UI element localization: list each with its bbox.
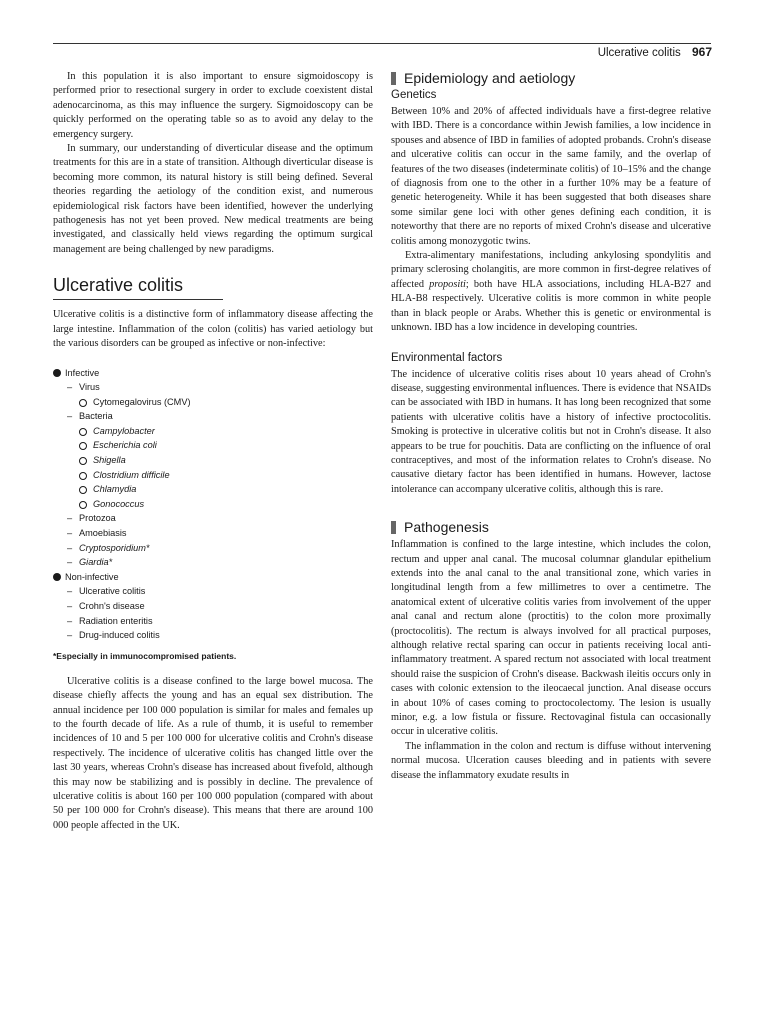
dash-icon: –: [67, 557, 73, 568]
list-item: Cytomegalovirus (CMV): [53, 395, 373, 410]
header-rule: [53, 43, 711, 44]
dash-icon: –: [67, 615, 73, 626]
circle-bullet-icon: [79, 442, 87, 450]
dash-icon: –: [67, 411, 73, 422]
list-item: Gonococcus: [53, 497, 373, 512]
list-item: Clostridium difficile: [53, 468, 373, 483]
list-item: Infective: [53, 366, 373, 381]
dash-icon: –: [67, 382, 73, 393]
spacer: [391, 336, 711, 350]
list-item: – Cryptosporidium*: [53, 541, 373, 556]
heading-bar-icon: [391, 521, 396, 534]
paragraph-pathogenesis-1: Inflammation is confined to the large intestine, which includes the colon, rectum and upper anal canal. The mucosal columnar glandular epithelium extends into the anal canal to the anal transitional zone, which varies in longitudinal length from a few millimetres to over a centimetre. The anatomical extent of ulcerative colitis varies from involvement of the upper anal canal and rectum alone (proctitis) to the colon more proximally (proctocolitis). The rectum is always involved for all practical purposes, although relative rectal sparing can occur in patients receiving local anti-inflammatory treatment. A spared rectum not associated with local treatment should raise the suspicion of Crohn's disease. Backwash ileitis occurs only in cases with colonic extension to the ileocaecal junction. Anal disease occurs in about 10% of cases coming to proctocolectomy. The lesion is usually minor, e.g. a low fistula or fissure. Rectovaginal fistula can occasionally occur in ulcerative colitis.: [391, 539, 711, 738]
section-title-ulcerative-colitis: Ulcerative colitis: [53, 275, 223, 300]
left-column: [53, 70, 373, 833]
heading-pathogenesis: Pathogenesis: [391, 519, 711, 535]
list-item: – Drug-induced colitis: [53, 628, 373, 643]
list-item: Campylobacter: [53, 424, 373, 439]
circle-bullet-icon: [79, 457, 87, 465]
list-item: Escherichia coli: [53, 438, 373, 453]
circle-bullet-icon: [79, 399, 87, 407]
list-item: Chlamydia: [53, 482, 373, 497]
paragraph-incidence: Ulcerative colitis is a disease confined to the large bowel mucosa. The disease chiefly affects the young and has an equal sex distribution. The annual incidence per 100 000 population is similar for males and females up to the fourth decade of life. As a rule of thumb, it is useful to remember incidences of 10 and 5 per 100 000 for ulcerative colitis and Crohn's disease respectively. The incidence of ulcerative colitis has changed little over the last 30 years, whereas Crohn's disease has increased about fivefold, although this may now be stabilizing and is possibly in decline. The prevalence of ulcerative colitis is about 160 per 100 000 population (compared with about 50 per 100 000 for Crohn's disease). This means that there are around 100 000 people affected in the UK.: [53, 675, 373, 831]
bullet-icon: [53, 573, 61, 581]
list-footnote: *Especially in immunocompromised patients.: [53, 650, 237, 661]
paragraph-sigmoidoscopy: In this population it is also important to ensure sigmoidoscopy is performed prior to resectional surgery in order to exclude coexistent distal adenocarcinoma, as this may influence the surgery. Sigmoidoscopy can be quickly performed on the operating table so as to avoid any delay to the emergency surgery.: [53, 71, 373, 140]
list-item: – Protozoa: [53, 511, 373, 526]
dash-icon: –: [67, 586, 73, 597]
dash-icon: –: [67, 542, 73, 553]
list-item: – Virus: [53, 380, 373, 395]
dash-icon: –: [67, 513, 73, 524]
heading-genetics: Genetics: [391, 89, 437, 101]
circle-bullet-icon: [79, 486, 87, 494]
dash-icon: –: [67, 528, 73, 539]
list-item: – Ulcerative colitis: [53, 584, 373, 599]
right-column: [391, 70, 711, 783]
heading-bar-icon: [391, 72, 396, 85]
heading-epidemiology: Epidemiology and aetiology: [391, 70, 711, 86]
running-header: [598, 45, 712, 59]
colitis-classification-list: [53, 366, 373, 643]
circle-bullet-icon: [79, 472, 87, 480]
dash-icon: –: [67, 630, 73, 641]
paragraph-intro: Ulcerative colitis is a distinctive form of inflammatory disease affecting the large intestine. Inflammation of the colon (colitis) has varied aetiology but the various disorders can be grouped as infective or non-infective:: [53, 309, 373, 350]
running-title: Ulcerative colitis: [597, 47, 681, 59]
list-item: – Bacteria: [53, 409, 373, 424]
paragraph-summary: In summary, our understanding of diverticular disease and the optimum treatments for this are in a state of transition. Although diverticular disease is becoming more common, its natural history is still being defined. Several theories regarding the aetiology of the condition exist, and numerous epidemiological risk factors have been identified, however the underlying pathogenesis has not yet been proved. New medical treatments are being investigated, and classically held views regarding the optimum surgical management are being challenged by new paradigms.: [53, 143, 373, 255]
spacer: [391, 497, 711, 519]
list-item: – Radiation enteritis: [53, 614, 373, 629]
list-item: Shigella: [53, 453, 373, 468]
paragraph-environmental: The incidence of ulcerative colitis rises about 10 years ahead of Crohn's disease, suggesting environmental influences. There is evidence that NSAIDs can be associated with IBD in humans. It has long been recognized that some patients with ulcerative colitis have a history of infective proctocolitis. Smoking is protective in ulcerative colitis but not in Crohn's disease. It also appears to be true for pouchitis. Data are conflicting on the influence of oral contraceptives, and most of the information relates to Crohn's disease. No causative dietary factor has been identified in humans. However, lactose intolerance can accompany ulcerative colitis, although this is rare.: [391, 368, 711, 495]
heading-environmental-factors: Environmental factors: [391, 351, 503, 364]
paragraph-pathogenesis-2: The inflammation in the colon and rectum is diffuse without intervening normal mucosa. Ulceration causes bleeding and in patients with severe disease the inflammatory exudate results in: [391, 740, 711, 781]
circle-bullet-icon: [79, 501, 87, 509]
page-number: 967: [691, 45, 712, 59]
spacer: [53, 352, 373, 366]
list-item: Non-infective: [53, 570, 373, 585]
list-item: – Crohn's disease: [53, 599, 373, 614]
paragraph-genetics-2: Extra-alimentary manifestations, including ankylosing spondylitis and primary sclerosing cholangitis, are more common in first-degree relatives of affected propositi; both have HLA associations, including HLA-B27 and HLA-B8 respectively. Ulcerative colitis is more common in white people than in black people or Arabs. Whether this is genetic or environmental is unknown. IBD has a low incidence in developing countries.: [391, 250, 711, 334]
list-item: – Amoebiasis: [53, 526, 373, 541]
list-item: – Giardia*: [53, 555, 373, 570]
dash-icon: –: [67, 601, 73, 611]
circle-bullet-icon: [79, 428, 87, 436]
bullet-icon: [53, 369, 61, 377]
paragraph-genetics-1: Between 10% and 20% of affected individuals have a first-degree relative with IBD. There is a concordance within Jewish families, a low incidence in spouses and absence of IBD in families of adopted probands. Crohn's disease and ulcerative colitis can occur in the same family, and the overlap of features of the two diseases (indeterminate colitis) of 10–15% and the change of diagnosis from one to the other in a further 10% may be a feature of genetic heterogeneity. While it has been suggested that both diseases share some similar gene loci with other genes defining each condition, it is noteworthy that there are no reports of mixed Crohn's disease and ulcerative colitis among monozygotic twins.: [391, 106, 711, 247]
